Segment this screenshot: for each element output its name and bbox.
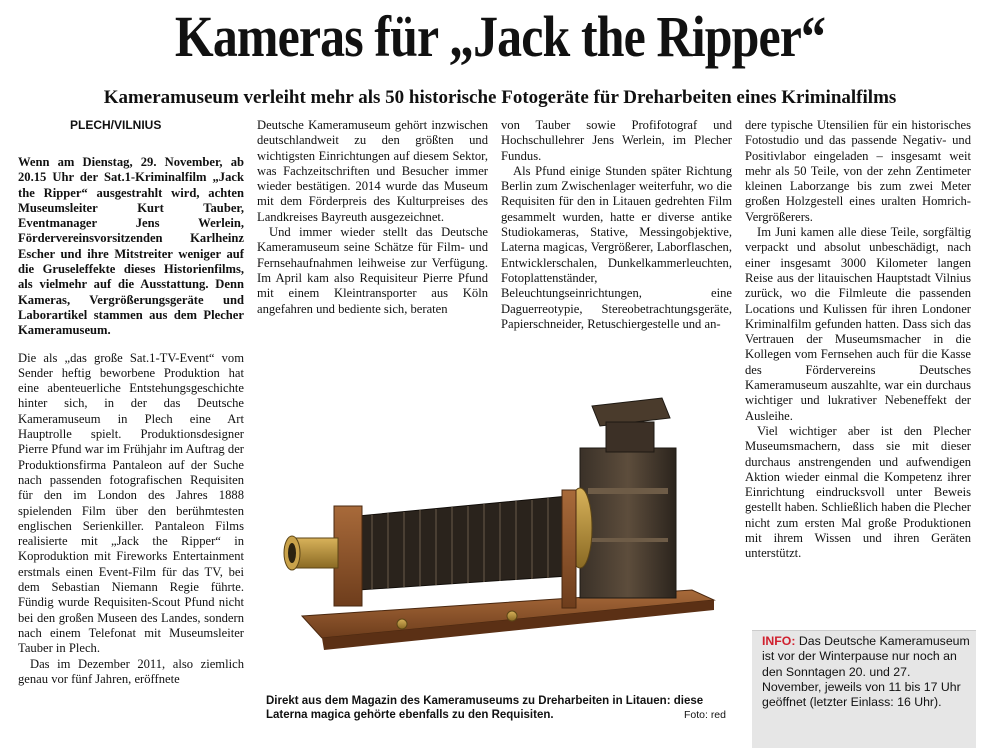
article-column-1 [18, 118, 244, 687]
photo-caption [266, 694, 730, 722]
info-box [752, 630, 976, 748]
dateline: PLECH/VILNIUS [70, 118, 162, 132]
caption-text: Direkt aus dem Magazin des Kameramuseums zu Dreharbeiten in Litauen: diese Laterna magica gehörte ebenfalls zu den Requisiten. [266, 695, 704, 721]
info-label: INFO: [762, 634, 796, 648]
body-paragraph: Im Juni kamen alle diese Teile, sorgfältig verpackt und absolut unbeschädigt, nach einer insgesamt 3000 Kilometer langen Reise aus der litauischen Hauptstadt Vilnius zurück, wo die Filmleute die passenden Locations und Kulissen für ihren Londoner Kriminalfilm gefunden hatten. Dass sich das Vertrauen der Museumsmacher in die Kollegen vom Fernsehen auch für die Kasse des Fördervereins Deutsches Kameramuseum auszahlte, war ein durchaus wichtiger und lukrativer Nebeneffekt der Ausleihe. [745, 225, 971, 423]
article-column-4 [745, 118, 971, 562]
info-text: Das Deutsche Kameramuseum ist vor der Winterpause nur noch an den Sonntagen 20. und 27. November, jeweils von 11 bis 17 Uhr geöffnet (letzter Einlass: 16 Uhr). [762, 634, 970, 710]
subheadline: Kameramuseum verleiht mehr als 50 historische Fotogeräte für Dreharbeiten eines Kriminalfilms [103, 87, 897, 108]
body-paragraph: Die als „das große Sat.1-TV-Event“ vom Sender heftig beworbene Produktion hat eine abenteuerliche Entstehungsgeschichte hinter sich, in der das Deutsche Kameramuseum in Plech eine Art Hauptrolle spielt. Produktionsdesigner Pierre Pfund war im Frühjahr im Auftrag der Produktionsfirma Pantaleon auf der Suche nach passenden fotografischen Requisiten für den im London des Jahres 1888 spielenden Film über den berühmtesten englischen Serienkiller. Pantaleon Films realisierte mit „Jack the Ripper“ in Koproduktion mit Fireworks Entertainment erstmals einen Event-Film für das TV, bei dem Sebastian Niemann Regie führte. Fündig wurde Requisiten-Scout Pfund nicht bei den großen Museen des Landes, sondern nach einem Telefonat mit Museumsleiter Tauber in Plech. [18, 350, 244, 656]
body-paragraph: Als Pfund einige Stunden später Richtung Berlin zum Zwischenlager weiterfuhr, wo die Requisiten für den in Litauen gedrehten Film gesammelt wurden, hatte er diverse antike Studiokameras, Stative, Messingobjektive, Laterna magicas, Vergrößerer, Laborflaschen, Entwicklerschalen, Dunkelkammerleuchten, Fotoplattenständer, Beleuchtungseinrichtungen, eine Daguerreotypie, Stereobetrachtungsgeräte, Papierschneider, Retuschiergestelle und an- [501, 163, 732, 331]
lead-paragraph: Wenn am Dienstag, 29. November, ab 20.15 Uhr der Sat.1-Kriminalfilm „Jack the Ripper“ ausgestrahlt wird, achten Museumsleiter Kurt Tauber, Eventmanager Jens Werlein, Fördervereinsvorsitzenden Karlheinz Escher und ihre Mitstreiter weniger auf die Gruseleffekte dieses Historienfilms, als vielmehr auf die Ausstattung. Denn Kameras, Vergrößerungsgeräte und Laborartikel stammen aus dem Plecher Kameramuseum. [18, 155, 244, 338]
body-paragraph: Das im Dezember 2011, also ziemlich genau vor fünf Jahren, eröffnete [18, 656, 244, 686]
body-paragraph: dere typische Utensilien für ein historisches Fotostudio und das passende Negativ- und Positivlabor eingeladen – insgesamt weit mehr als 50 Teile, von der zehn Zentimeter kleinen Laborzange bis zum zwei Meter großen Holzgestell eines uralten Homrich-Vergrößerers. [745, 118, 971, 224]
photo-credit: Foto: red [683, 709, 726, 721]
body-paragraph: Deutsche Kameramuseum gehört inzwischen deutschlandweit zu den größten und wichtigsten Einrichtungen auf diesem Sektor, was Fachzeitschriften und Besucher immer wieder bestätigen. 2014 wurde das Museum mit dem Förderpreis des Kulturpreises des Landkreises Bayreuth ausgezeichnet. [257, 118, 488, 224]
body-paragraph: Und immer wieder stellt das Deutsche Kameramuseum seine Schätze für Film- und Fernsehaufnahmen leihweise zur Verfügung. Im April kam also Requisiteur Pierre Pfund mit einem Kleintransporter aus Köln angefahren und bediente sich, beraten [257, 225, 488, 316]
body-paragraph: von Tauber sowie Profifotograf und Hochschullehrer Jens Werlein, im Plecher Fundus. [501, 118, 732, 163]
headline: Kameras für „Jack the Ripper“ [174, 4, 826, 69]
article-column-3 [501, 118, 732, 332]
article-column-2 [257, 118, 488, 317]
body-paragraph: Viel wichtiger aber ist den Plecher Museumsmachern, dass sie mit dieser durchaus anstrengenden und aufwendigen Aktion wieder einmal die Kompetenz ihrer Einrichtung eindrucksvoll unter Beweis gestellt haben. Schließlich haben die Plecher nicht zum ersten Mal große Produktionen mit ihrem Wissen und ihren Geräten unterstützt. [745, 423, 971, 561]
laterna-magica-photo [262, 378, 732, 692]
